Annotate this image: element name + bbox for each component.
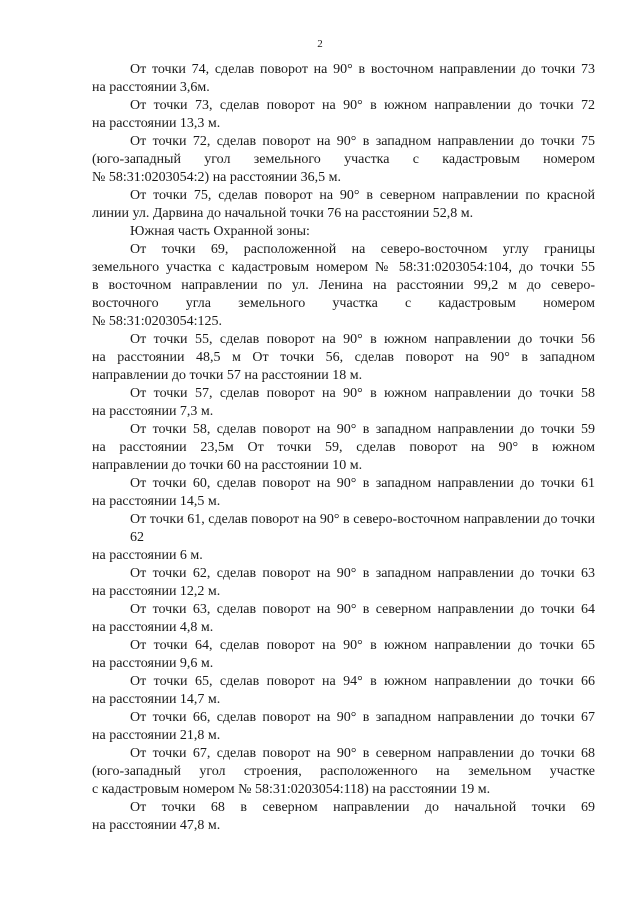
- text-line: От точки 68 в северном направлении до начальной точки 69: [130, 800, 595, 815]
- text-line: восточного угла земельного участка с кадастровым номером: [92, 296, 595, 311]
- text-line: № 58:31:0203054:125.: [92, 314, 223, 329]
- paragraph: [92, 601, 595, 637]
- paragraph: [92, 241, 595, 331]
- text-line: От точки 67, сделав поворот на 90° в северном направлении до точки 68: [130, 746, 595, 761]
- text-line: на расстоянии 14,7 м.: [92, 692, 221, 707]
- text-line: на расстоянии 23,5м От точки 59, сделав поворот на 90° в южном: [92, 440, 595, 455]
- text-line: направлении до точки 60 на расстоянии 10 м.: [92, 458, 363, 473]
- text-line: на расстоянии 9,6 м.: [92, 656, 214, 671]
- text-line: От точки 69, расположенной на северо-восточном углу границы: [130, 242, 595, 257]
- text-line: (юго-западный угол земельного участка с кадастровым номером: [92, 152, 595, 167]
- paragraph: [92, 187, 595, 223]
- text-line: От точки 66, сделав поворот на 90° в западном направлении до точки 67: [130, 710, 595, 725]
- paragraph: [92, 421, 595, 475]
- text-line: направлении до точки 57 на расстоянии 18 м.: [92, 368, 363, 383]
- paragraph: [92, 331, 595, 385]
- page-number: 2: [317, 38, 323, 50]
- text-line: От точки 60, сделав поворот на 90° в западном направлении до точки 61: [130, 476, 595, 491]
- text-line: От точки 57, сделав поворот на 90° в южном направлении до точки 58: [130, 386, 595, 401]
- text-line: № 58:31:0203054:2) на расстоянии 36,5 м.: [92, 170, 341, 185]
- text-line: на расстоянии 3,6м.: [92, 80, 210, 95]
- paragraph: [92, 223, 595, 241]
- paragraph: [92, 673, 595, 709]
- paragraph: [92, 475, 595, 511]
- text-line: От точки 74, сделав поворот на 90° в восточном направлении до точки 73: [130, 62, 595, 77]
- text-line: От точки 72, сделав поворот на 90° в западном направлении до точки 75: [130, 134, 595, 149]
- text-line: От точки 63, сделав поворот на 90° в северном направлении до точки 64: [130, 602, 595, 617]
- text-line: на расстоянии 47,8 м.: [92, 818, 221, 833]
- text-line: Южная часть Охранной зоны:: [130, 224, 310, 239]
- paragraph: [92, 565, 595, 601]
- text-line: на расстоянии 4,8 м.: [92, 620, 214, 635]
- text-line: линии ул. Дарвина до начальной точки 76 на расстоянии 52,8 м.: [92, 206, 474, 221]
- paragraph: [92, 511, 595, 565]
- text-line: на расстоянии 12,2 м.: [92, 584, 221, 599]
- text-line: От точки 62, сделав поворот на 90° в западном направлении до точки 63: [130, 566, 595, 581]
- text-line: на расстоянии 14,5 м.: [92, 494, 221, 509]
- document-body: [92, 61, 595, 835]
- text-line: на расстоянии 48,5 м От точки 56, сделав поворот на 90° в западном: [92, 350, 595, 365]
- paragraph: [92, 133, 595, 187]
- text-line: на расстоянии 21,8 м.: [92, 728, 221, 743]
- text-line: в восточном направлении по ул. Ленина на расстоянии 99,2 м до северо-: [92, 278, 595, 293]
- text-line: на расстоянии 7,3 м.: [92, 404, 214, 419]
- text-line: От точки 61, сделав поворот на 90° в северо-восточном направлении до точки 62: [130, 512, 595, 545]
- text-line: От точки 55, сделав поворот на 90° в южном направлении до точки 56: [130, 332, 595, 347]
- text-line: на расстоянии 6 м.: [92, 548, 203, 563]
- paragraph: [92, 799, 595, 835]
- paragraph: [92, 61, 595, 97]
- paragraph: [92, 745, 595, 799]
- text-line: (юго-западный угол строения, расположенного на земельном участке: [92, 764, 595, 779]
- text-line: От точки 65, сделав поворот на 94° в южном направлении до точки 66: [130, 674, 595, 689]
- text-line: От точки 58, сделав поворот на 90° в западном направлении до точки 59: [130, 422, 595, 437]
- paragraph: [92, 97, 595, 133]
- paragraph: [92, 385, 595, 421]
- text-line: с кадастровым номером № 58:31:0203054:118) на расстоянии 19 м.: [92, 782, 491, 797]
- text-line: От точки 73, сделав поворот на 90° в южном направлении до точки 72: [130, 98, 595, 113]
- paragraph: [92, 709, 595, 745]
- text-line: на расстоянии 13,3 м.: [92, 116, 221, 131]
- text-line: От точки 64, сделав поворот на 90° в южном направлении до точки 65: [130, 638, 595, 653]
- text-line: земельного участка с кадастровым номером № 58:31:0203054:104, до точки 55: [92, 260, 595, 275]
- text-line: От точки 75, сделав поворот на 90° в северном направлении по красной: [130, 188, 595, 203]
- paragraph: [92, 637, 595, 673]
